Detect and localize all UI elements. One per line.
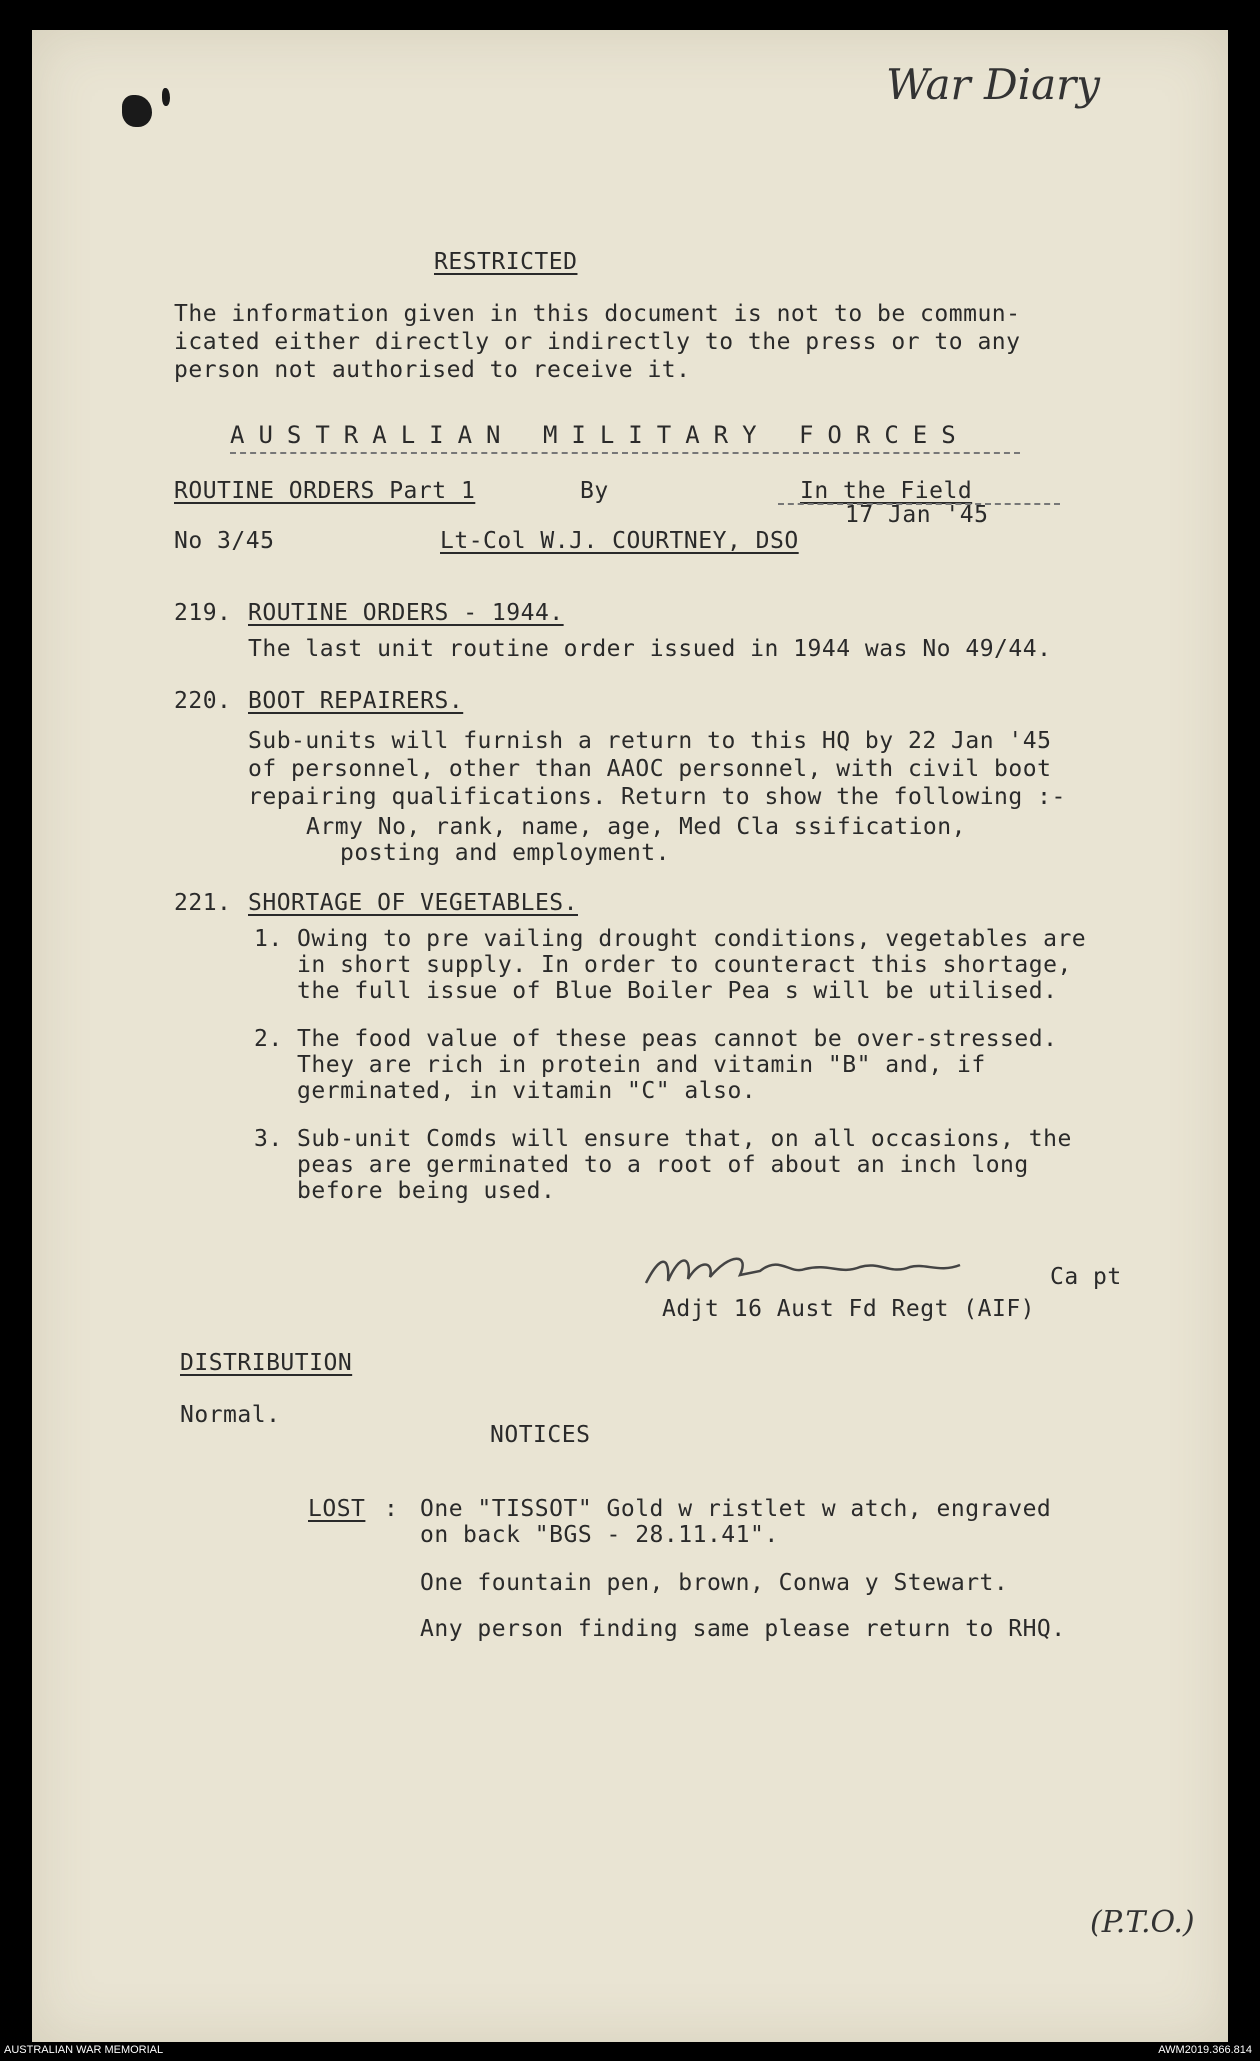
notice-line: One "TISSOT" Gold w ristlet w atch, engraved	[420, 1496, 1052, 1522]
order-item: They are rich in protein and vitamin "B" and, if	[254, 1052, 986, 1078]
order-number-220: 220.	[174, 688, 232, 714]
order-item: before being used.	[254, 1178, 556, 1204]
order-item: peas are germinated to a root of about an inch long	[254, 1152, 1029, 1178]
order-item: 3. Sub-unit Comds will ensure that, on all occasions, the	[254, 1126, 1072, 1152]
orders-part: ROUTINE ORDERS Part 1	[174, 478, 476, 504]
notices-title: NOTICES	[490, 1422, 591, 1448]
notice-line: One fountain pen, brown, Conwa y Stewart.	[420, 1570, 1009, 1596]
by-label: By	[580, 478, 609, 504]
order-item: in short supply. In order to counteract this shortage,	[254, 952, 1072, 978]
lost-colon: :	[384, 1496, 399, 1522]
signature-rank: Ca pt	[1050, 1264, 1122, 1290]
order-number: No 3/45	[174, 528, 275, 554]
signature	[640, 1245, 1020, 1295]
punch-hole	[122, 95, 152, 127]
location: In the Field	[800, 478, 973, 504]
footer-credit: AUSTRALIAN WAR MEMORIAL	[4, 2044, 164, 2056]
order-body: repairing qualifications. Return to show the following :-	[248, 784, 1066, 810]
order-number-221: 221.	[174, 890, 232, 916]
footer-id: AWM2019.366.814	[1158, 2044, 1252, 2056]
order-sub: Army No, rank, name, age, Med Cla ssification,	[306, 814, 966, 840]
officer: Lt-Col W.J. COURTNEY, DSO	[440, 528, 799, 554]
signature-appointment: Adjt 16 Aust Fd Regt (AIF)	[662, 1296, 1036, 1322]
order-item: germinated, in vitamin "C" also.	[254, 1078, 757, 1104]
order-item: 1. Owing to pre vailing drought conditions, vegetables are	[254, 926, 1087, 952]
punch-mark	[162, 88, 170, 106]
restricted-title: RESTRICTED	[434, 249, 578, 275]
restricted-line: icated either directly or indirectly to the press or to any	[174, 329, 1021, 355]
order-body: of personnel, other than AAOC personnel, with civil boot	[248, 756, 1052, 782]
order-title: SHORTAGE OF VEGETABLES.	[248, 890, 578, 916]
order-item: 2. The food value of these peas cannot be over-stressed.	[254, 1026, 1058, 1052]
order-title: BOOT REPAIRERS.	[248, 688, 464, 714]
order-body: The last unit routine order issued in 1944 was No 49/44.	[248, 636, 1052, 662]
date-rule	[778, 503, 1060, 505]
distribution-title: DISTRIBUTION	[180, 1350, 353, 1376]
order-number-219: 219.	[174, 600, 232, 626]
date: 17 Jan '45	[845, 502, 989, 528]
force-heading: AUSTRALIAN MILITARY FORCES	[230, 421, 970, 449]
order-title: ROUTINE ORDERS - 1944.	[248, 600, 564, 626]
distribution-value: Normal.	[180, 1402, 281, 1428]
order-sub: posting and employment.	[340, 840, 670, 866]
war-diary-annotation: War Diary	[886, 60, 1100, 109]
pto-annotation: (P.T.O.)	[1090, 1905, 1195, 1940]
order-item: the full issue of Blue Boiler Pea s will be utilised.	[254, 978, 1058, 1004]
restricted-line: The information given in this document is not to be commun-	[174, 301, 1021, 327]
lost-label: LOST	[308, 1496, 366, 1522]
order-body: Sub-units will furnish a return to this HQ by 22 Jan '45	[248, 728, 1052, 754]
heading-rule	[230, 452, 1020, 454]
notice-line: Any person finding same please return to RHQ.	[420, 1616, 1066, 1642]
restricted-line: person not authorised to receive it.	[174, 357, 691, 383]
notice-line: on back "BGS - 28.11.41".	[420, 1522, 779, 1548]
